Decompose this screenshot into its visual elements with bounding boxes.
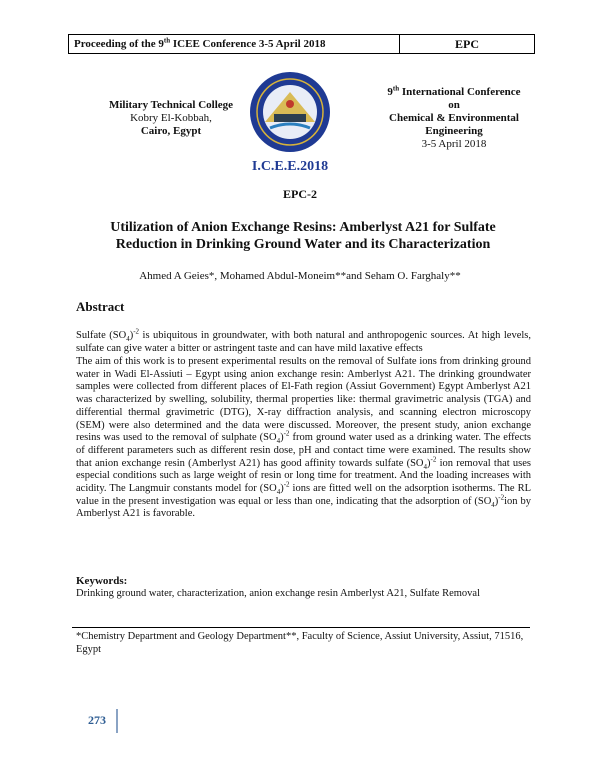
title-line: Utilization of Anion Exchange Resins: Amberlyst A21 for Sulfate xyxy=(110,220,496,235)
footnote: *Chemistry Department and Geology Department**, Faculty of Science, Assiut University, Assiut, 71516, Egypt xyxy=(76,631,524,655)
page-number: 273 xyxy=(88,713,106,727)
college-name: Military Technical College xyxy=(108,99,234,111)
abstract-paragraph-2: The aim of this work is to present experimental results on the removal of Sulfate ions from drinking ground water in Wadi El-Assiuti – Egypt using anion exchange resin: Amberlyst A21. The drinking groundwater samples were collected from different places of El-Fath region (Assiut Government) Egypt Amberlyst A21 was characterized by swelling, solubility, thermal properties like: thermal gravimetric analysis (TGA) and differential thermal gravimetric (DTG), X-ray diffraction analysis, and scanning electron microscopy (SEM) were also determined and the data were discussed. Moreover, the present study, anion exchange resins was used to the removal of sulphate $(SO_4)^{-2}$ from ground water used as a drinking water. The effects of different parameters such as different resin dose, pH and contact time were examined. The results show that anion exchange resin (Amberlyst A21) has good affinity towards sulfate $(SO_4)^{-2}$ ion removal that uses especial conditions such as large weight of resin or long time for treatment. And the loading increases with acidity. The Langmuir constants model for $(SO_4)^{-2}$ ions are fitted well on the adsorption isotherms. The RL value in the present investigation was equal or less than one, indicating that the adsorption of $(SO_4)^{-2}ion$ by Amberlyst A21 is favorable. xyxy=(76,356,531,520)
page-number-bar xyxy=(116,709,118,733)
title-line: Reduction in Drinking Ground Water and its Characterization xyxy=(115,237,491,252)
conference-dates: 3-5 April 2018 xyxy=(421,138,487,150)
logo-emblem-icon xyxy=(240,70,340,174)
authors: Ahmed A Geies*, Mohamed Abdul-Moneim**and Seham O. Farghaly** xyxy=(139,270,461,282)
college-block xyxy=(76,99,266,138)
section-code: EPC xyxy=(455,37,479,51)
footnote-divider xyxy=(72,627,530,628)
abstract-paragraph-1: Sulfate $(SO_4)^{-2}$ is ubiquitous in groundwater, with both natural and anthropogenic sources. At high levels, sulfate can give water a bitter or astringent taste and can have mild laxative effects xyxy=(76,327,531,354)
conference-line1: 9th International Conference xyxy=(387,84,521,98)
college-address: Kobry El-Kobbah, xyxy=(130,112,212,124)
proceeding-header: Proceeding of the 9th ICEE Conference 3-5 April 2018 xyxy=(69,35,400,53)
conference-line3: Chemical & Environmental xyxy=(389,112,519,124)
header-table xyxy=(68,34,535,54)
conference-block xyxy=(372,86,536,151)
paper-title xyxy=(70,219,536,253)
conference-line2: on xyxy=(448,99,460,111)
conference-logo xyxy=(240,70,340,174)
keywords-text: Drinking ground water, characterization, anion exchange resin Amberlyst A21, Sulfate Removal xyxy=(76,588,480,599)
abstract-heading: Abstract xyxy=(76,299,125,314)
paper-code: EPC-2 xyxy=(283,187,317,201)
conference-line4: Engineering xyxy=(425,125,483,137)
keywords-heading: Keywords: xyxy=(76,575,128,587)
college-city: Cairo, Egypt xyxy=(140,125,202,137)
logo-caption: I.C.E.E.2018 xyxy=(251,159,329,174)
